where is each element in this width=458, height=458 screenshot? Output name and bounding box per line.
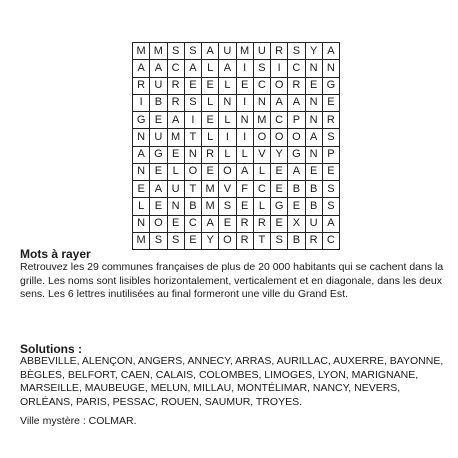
grid-cell: B [305, 198, 322, 215]
grid-cell: L [236, 146, 253, 163]
grid-cell: Y [202, 232, 219, 249]
grid-cell: M [133, 43, 150, 60]
grid-cell: P [288, 112, 305, 129]
grid-row [133, 94, 340, 111]
grid-cell: B [150, 94, 167, 111]
grid-cell: O [288, 129, 305, 146]
grid-cell: S [167, 232, 184, 249]
grid-cell: E [271, 215, 288, 232]
grid-cell: E [150, 163, 167, 180]
grid-cell: G [288, 146, 305, 163]
grid-cell: L [133, 198, 150, 215]
grid-cell: C [184, 215, 201, 232]
grid-row [133, 232, 340, 249]
grid-cell: V [219, 181, 236, 198]
grid-cell: G [150, 146, 167, 163]
grid-cell: N [305, 146, 322, 163]
grid-cell: E [184, 77, 201, 94]
grid-row [133, 181, 340, 198]
grid-cell: L [202, 129, 219, 146]
grid-cell: C [322, 232, 339, 249]
grid-cell: U [167, 181, 184, 198]
grid-cell: T [253, 232, 270, 249]
grid-cell: S [184, 43, 201, 60]
grid-cell: R [305, 232, 322, 249]
mystery-city: Ville mystère : COLMAR. [20, 415, 137, 427]
grid-cell: S [184, 94, 201, 111]
grid-cell: R [236, 215, 253, 232]
grid-cell: E [322, 94, 339, 111]
grid-cell: I [271, 60, 288, 77]
grid-cell: O [271, 77, 288, 94]
grid-cell: R [271, 43, 288, 60]
grid-cell: A [167, 112, 184, 129]
grid-row [133, 163, 340, 180]
grid-cell: E [202, 112, 219, 129]
grid-cell: N [167, 198, 184, 215]
grid-cell: I [133, 94, 150, 111]
grid-cell: S [322, 198, 339, 215]
grid-cell: L [219, 112, 236, 129]
grid-cell: S [288, 43, 305, 60]
word-search-grid [132, 42, 336, 247]
grid-cell: S [322, 181, 339, 198]
grid-cell: A [150, 181, 167, 198]
grid-cell: I [236, 60, 253, 77]
grid-cell: T [184, 129, 201, 146]
grid-cell: N [305, 94, 322, 111]
grid-cell: R [133, 77, 150, 94]
grid-cell: T [184, 181, 201, 198]
grid-cell: N [236, 112, 253, 129]
grid-cell: A [202, 43, 219, 60]
grid-cell: R [236, 232, 253, 249]
grid-cell: F [236, 181, 253, 198]
grid-cell: Y [305, 43, 322, 60]
grid-cell: A [219, 60, 236, 77]
grid-cell: L [253, 163, 270, 180]
grid-cell: A [184, 60, 201, 77]
grid-cell: R [253, 215, 270, 232]
grid-cell: E [271, 163, 288, 180]
grid-cell: E [202, 163, 219, 180]
solutions-title: Solutions : [20, 342, 82, 356]
grid-cell: L [253, 198, 270, 215]
grid-cell: S [322, 129, 339, 146]
grid-row [133, 112, 340, 129]
grid-cell: U [305, 215, 322, 232]
grid-cell: B [288, 181, 305, 198]
grid-cell: G [322, 77, 339, 94]
grid-cell: E [184, 232, 201, 249]
grid-cell: N [133, 215, 150, 232]
grid-cell: E [150, 198, 167, 215]
grid-cell: E [305, 77, 322, 94]
grid-cell: E [236, 77, 253, 94]
grid-cell: A [133, 146, 150, 163]
grid-cell: N [305, 60, 322, 77]
grid-cell: A [236, 163, 253, 180]
grid-cell: O [184, 163, 201, 180]
grid-cell: O [219, 163, 236, 180]
grid-cell: A [322, 215, 339, 232]
grid-cell: E [305, 163, 322, 180]
grid-cell: L [167, 163, 184, 180]
grid-cell: I [236, 129, 253, 146]
grid-row [133, 198, 340, 215]
grid-cell: A [288, 94, 305, 111]
grid-cell: N [305, 112, 322, 129]
grid-cell: A [150, 60, 167, 77]
grid-cell: E [167, 146, 184, 163]
grid-cell: N [133, 129, 150, 146]
grid-cell: S [271, 232, 288, 249]
grid-cell: L [202, 94, 219, 111]
grid-row [133, 129, 340, 146]
instructions-text: Retrouvez les 29 communes françaises de plus de 20 000 habitants qui se cachent dans la grille. Les noms sont lisibles horizontalement, verticalement et en diagonale, dans les deux sens. Les 6 lettres inutilisées au final formeront une ville du Grand Est. [20, 261, 444, 300]
grid-row [133, 146, 340, 163]
grid-cell: S [150, 232, 167, 249]
grid-cell: N [219, 94, 236, 111]
grid-cell: O [150, 215, 167, 232]
grid-cell: I [184, 112, 201, 129]
grid-cell: N [253, 94, 270, 111]
grid-cell: P [322, 146, 339, 163]
grid-cell: A [271, 94, 288, 111]
grid-cell: M [167, 129, 184, 146]
grid-cell: S [219, 198, 236, 215]
grid-cell: A [305, 129, 322, 146]
instructions-title: Mots à rayer [20, 247, 91, 261]
grid-cell: A [322, 43, 339, 60]
grid-cell: C [167, 60, 184, 77]
grid-cell: N [133, 163, 150, 180]
grid-cell: O [219, 232, 236, 249]
grid-cell: E [167, 215, 184, 232]
grid-cell: Y [271, 146, 288, 163]
letter-grid-table [132, 42, 340, 250]
grid-cell: B [184, 198, 201, 215]
grid-cell: E [150, 112, 167, 129]
grid-cell: M [133, 232, 150, 249]
grid-cell: G [133, 112, 150, 129]
grid-row [133, 77, 340, 94]
grid-cell: B [288, 232, 305, 249]
grid-cell: U [150, 129, 167, 146]
grid-cell: B [305, 181, 322, 198]
solutions-text: ABBEVILLE, ALENÇON, ANGERS, ANNECY, ARRAS, AURILLAC, AUXERRE, BAYONNE, BÈGLES, BELFORT, CAEN, CALAIS, COLOMBES, LIMOGES, LYON, MARIGNANE, MARSEILLE, MAUBEUGE, MELUN, MILLAU, MONTÉLIMAR, NANCY, NEVERS, ORLÉANS, PARIS, PESSAC, ROUEN, SAUMUR, TROYES. [20, 355, 444, 408]
grid-cell: S [253, 60, 270, 77]
grid-row [133, 60, 340, 77]
grid-cell: A [202, 215, 219, 232]
grid-cell: E [288, 198, 305, 215]
grid-cell: L [219, 77, 236, 94]
grid-cell: N [184, 146, 201, 163]
grid-cell: M [253, 112, 270, 129]
grid-cell: R [167, 94, 184, 111]
grid-cell: C [253, 181, 270, 198]
grid-cell: R [167, 77, 184, 94]
grid-cell: S [167, 43, 184, 60]
grid-cell: I [236, 94, 253, 111]
grid-row [133, 43, 340, 60]
grid-cell: U [253, 43, 270, 60]
grid-cell: M [150, 43, 167, 60]
grid-cell: L [202, 60, 219, 77]
grid-cell: M [202, 198, 219, 215]
grid-row [133, 215, 340, 232]
grid-cell: E [219, 215, 236, 232]
grid-cell: I [219, 129, 236, 146]
grid-cell: X [288, 215, 305, 232]
grid-cell: N [322, 60, 339, 77]
grid-cell: E [236, 198, 253, 215]
grid-cell: U [150, 77, 167, 94]
grid-cell: O [253, 129, 270, 146]
grid-cell: C [253, 77, 270, 94]
grid-cell: C [288, 60, 305, 77]
grid-cell: V [253, 146, 270, 163]
grid-cell: A [288, 163, 305, 180]
grid-cell: E [322, 163, 339, 180]
grid-cell: O [271, 129, 288, 146]
grid-cell: E [271, 181, 288, 198]
grid-cell: E [202, 77, 219, 94]
grid-cell: U [219, 43, 236, 60]
grid-cell: C [271, 112, 288, 129]
grid-cell: R [202, 146, 219, 163]
grid-cell: R [288, 77, 305, 94]
grid-cell: R [322, 112, 339, 129]
grid-cell: M [236, 43, 253, 60]
grid-cell: M [202, 181, 219, 198]
grid-cell: E [133, 181, 150, 198]
grid-cell: A [133, 60, 150, 77]
grid-cell: L [219, 146, 236, 163]
grid-cell: G [271, 198, 288, 215]
